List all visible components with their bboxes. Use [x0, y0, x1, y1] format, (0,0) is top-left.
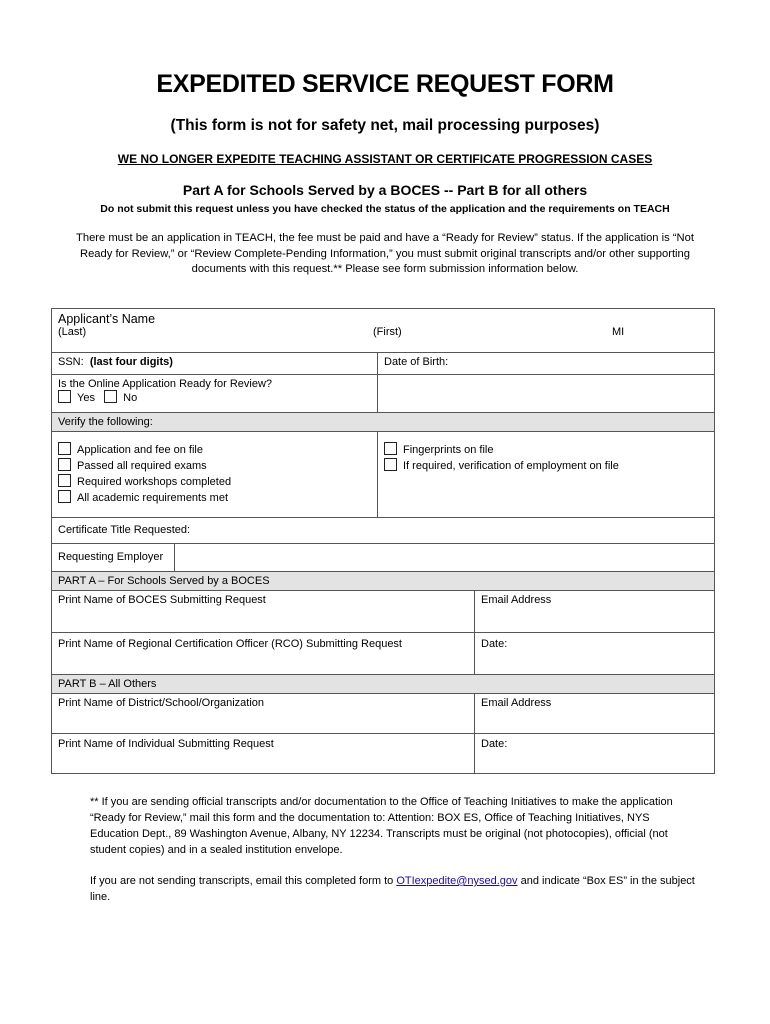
date-label: Date: [481, 638, 508, 650]
certificate-title-label: Certificate Title Requested: [58, 524, 191, 536]
yes-label: Yes [77, 392, 95, 404]
academic-checkbox[interactable] [58, 490, 71, 503]
verify-header [52, 413, 715, 432]
boces-name-field[interactable] [52, 591, 475, 633]
notice-text: WE NO LONGER EXPEDITE TEACHING ASSISTANT OR CERTIFICATE PROGRESSION CASES [117, 152, 653, 166]
individual-name-field[interactable] [52, 734, 475, 774]
part-a-header [52, 572, 715, 591]
ssn-note: (last four digits) [89, 356, 173, 368]
certificate-title-field[interactable] [52, 518, 715, 544]
check-label: Application and fee on file [77, 444, 203, 456]
email-address-label: Email Address [481, 697, 552, 709]
exams-checkbox[interactable] [58, 458, 71, 471]
yes-checkbox[interactable] [58, 390, 71, 403]
check-item[interactable] [58, 458, 371, 474]
part-b-header [52, 675, 715, 694]
first-name-label: (First) [373, 326, 402, 338]
email-address-label: Email Address [481, 594, 552, 606]
dob-label: Date of Birth: [384, 356, 449, 368]
part-a-label: PART A – For Schools Served by a BOCES [58, 575, 270, 587]
check-item[interactable] [58, 490, 371, 506]
request-form-table [51, 308, 715, 774]
fingerprints-checkbox[interactable] [384, 442, 397, 455]
online-ready-field [52, 375, 378, 413]
district-name-label: Print Name of District/School/Organization [58, 697, 265, 709]
boces-name-label: Print Name of BOCES Submitting Request [58, 594, 266, 606]
last-name-label: (Last) [58, 326, 87, 338]
ssn-field[interactable] [52, 353, 378, 375]
check-item[interactable] [58, 474, 371, 490]
requesting-employer-field[interactable] [175, 544, 715, 572]
verify-checklist-right [378, 432, 715, 518]
no-checkbox[interactable] [104, 390, 117, 403]
applicant-name-field[interactable] [52, 309, 715, 353]
verify-label: Verify the following: [58, 416, 153, 428]
email-instructions-after: and indicate “Box ES” in the subject line. [90, 875, 695, 903]
middle-initial-label: MI [612, 326, 625, 338]
check-label: All academic requirements met [77, 492, 229, 504]
mailing-instructions: ** If you are sending official transcripts and/or documentation to the Office of Teaching Initiatives to make the application “Ready for Review,” mail this form and the documentation to: Attention: BOX ES, Office of Teaching Initiatives, NYS Education Dept., 89 Washington Avenue, Albany, NY 12234. Transcripts must be original (not photocopies), official (not student copies) and in a sealed institution envelope. [90, 796, 673, 856]
individual-date-field[interactable] [475, 734, 715, 774]
rco-name-field[interactable] [52, 633, 475, 675]
warning-text: Do not submit this request unless you have checked the status of the application and the requirements on TEACH [100, 203, 670, 215]
ssn-label: SSN: [58, 356, 84, 368]
boces-email-field[interactable] [475, 591, 715, 633]
check-item[interactable] [384, 458, 708, 474]
district-email-field[interactable] [475, 694, 715, 734]
date-of-birth-field[interactable] [378, 353, 715, 375]
employment-checkbox[interactable] [384, 458, 397, 471]
date-label: Date: [481, 738, 508, 750]
district-name-field[interactable] [52, 694, 475, 734]
email-instructions-before: If you are not sending transcripts, email this completed form to [90, 875, 397, 887]
verify-checklist-left [52, 432, 378, 518]
parts-heading: Part A for Schools Served by a BOCES -- Part B for all others [182, 182, 588, 198]
individual-name-label: Print Name of Individual Submitting Request [58, 738, 274, 750]
check-label: Fingerprints on file [403, 444, 494, 456]
check-item[interactable] [384, 442, 708, 458]
part-b-label: PART B – All Others [58, 678, 157, 690]
workshops-checkbox[interactable] [58, 474, 71, 487]
applicant-name-label: Applicant’s Name [58, 312, 156, 326]
check-item[interactable] [58, 442, 371, 458]
expedite-email-link[interactable]: OTIexpedite@nysed.gov [396, 875, 518, 887]
blank-cell [378, 375, 715, 413]
check-label: If required, verification of employment on file [403, 460, 619, 472]
rco-name-label: Print Name of Regional Certification Officer (RCO) Submitting Request [58, 638, 402, 650]
requesting-employer-label: Requesting Employer [58, 551, 164, 563]
intro-paragraph: There must be an application in TEACH, the fee must be paid and have a “Ready for Review” status. If the application is “Not Ready for Review,” or “Review Complete-Pending Information,” you must submit original transcripts and/or other supporting documents with this request.** Please see form submission information below. [76, 232, 694, 275]
form-title: EXPEDITED SERVICE REQUEST FORM [156, 70, 614, 98]
check-label: Passed all required exams [77, 460, 207, 472]
application-fee-checkbox[interactable] [58, 442, 71, 455]
check-label: Required workshops completed [77, 476, 232, 488]
rco-date-field[interactable] [475, 633, 715, 675]
no-label: No [123, 392, 138, 404]
email-instructions [90, 873, 700, 905]
requesting-employer-label-cell [52, 544, 175, 572]
form-subtitle: (This form is not for safety net, mail processing purposes) [170, 117, 600, 134]
online-ready-question: Is the Online Application Ready for Review? [58, 378, 273, 390]
